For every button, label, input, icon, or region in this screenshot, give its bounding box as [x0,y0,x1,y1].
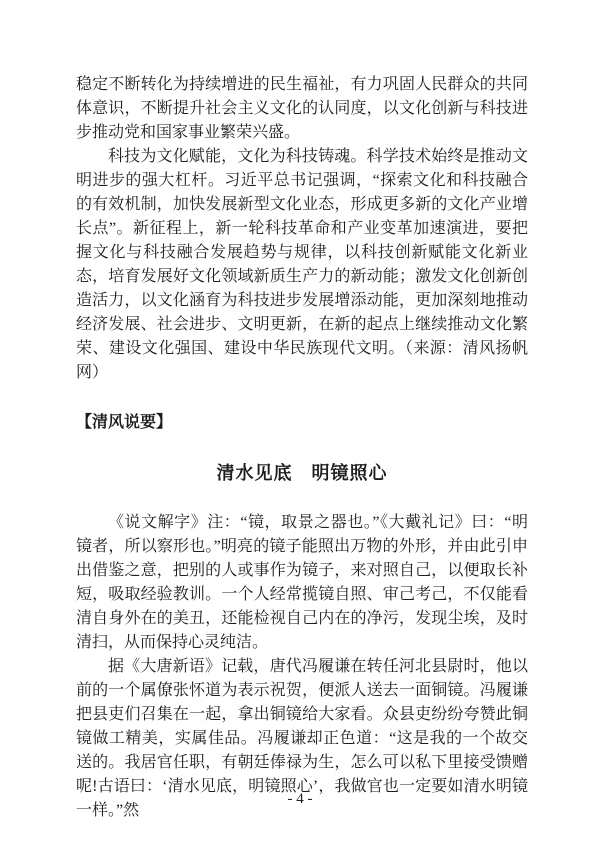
article-title: 清水见底 明镜照心 [216,463,388,483]
paragraph-mirror-story: 据《大唐新语》记载，唐代冯履谦在转任河北县尉时，他以前的一个属僚张怀道为表示祝贺，便派人送去一面铜镜。冯履谦把县吏们召集在一起，拿出铜镜给大家看。众县吏纷纷夸赞此铜镜做工精美，实属佳品。冯履谦却正色道：“这是我的一个故交送的。我居官任职，有朝廷俸禄为生，怎么可以私下里接受馈赠呢!古语曰：‘清水见底，明镜照心’，我做官也一定要如清水明镜一样。”然 [76,658,528,819]
section-label-qingfeng-shuoyao: 【清风说要】 [76,414,173,431]
paragraph-mirror-intro: 《说文解字》注：“镜，取景之器也。”《大戴礼记》曰：“明镜者，所以察形也。”明亮的镜子能照出万物的外形，并由此引申出借鉴之意，把别的人或事作为镜子，来对照自己，以便取长补短，吸取经验教训。一个人经常揽镜自照、审己考己，不仅能看清自身外在的美丑，还能检视自己内在的净污，发现尘埃，及时清扫，从而保持心灵纯洁。 [76,514,528,651]
paragraph-benefit-continuation: 稳定不断转化为持续增进的民生福祉，有力巩固人民群众的共同体意识，不断提升社会主义文化的认同度，以文化创新与科技进步推动党和国家事业繁荣兴盛。 [76,76,528,141]
document-body [76,73,528,823]
page-number: - 4 - [287,791,313,807]
paragraph-tech-culture: 科技为文化赋能，文化为科技铸魂。科学技术始终是推动文明进步的强大杠杆。习近平总书记强调，“探索文化和科技融合的有效机制，加快发展新型文化业态，形成更多新的文化产业增长点”。新征程上，新一轮科技革命和产业变革加速演进，要把握文化与科技融合发展趋势与规律，以科技创新赋能文化新业态，培育发展好文化领域新质生产力的新动能；激发文化创新创造活力，以文化涵育为科技进步发展增添动能，更加深刻地推动经济发展、社会进步、文明更新，在新的起点上继续推动文化繁荣、建设文化强国、建设中华民族现代文明。（来源：清风扬帆网） [76,148,528,381]
